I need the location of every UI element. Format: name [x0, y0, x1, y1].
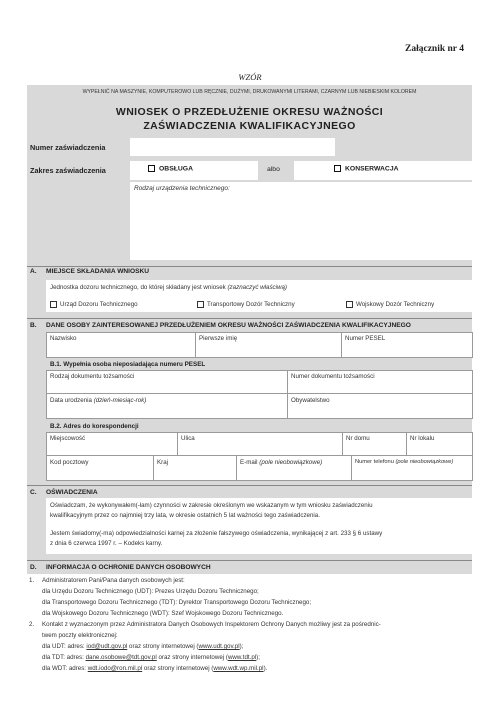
scope-label: Zakres zaświadczenia	[30, 166, 106, 175]
tdt-end: );	[256, 654, 260, 661]
udt-mid: oraz strony internetowej (	[127, 643, 199, 650]
admin-tdt-line: dla Transportowego Dozoru Technicznego (TDT): Dyrektor Transportowego Dozoru Technicznego;	[42, 599, 312, 606]
section-a-title: MIEJSCE SKŁADANIA WNIOSKU	[46, 268, 150, 275]
surname-field[interactable]	[46, 332, 196, 358]
citizenship-field[interactable]	[287, 393, 473, 419]
device-type-field[interactable]	[130, 182, 472, 260]
cert-number-label: Numer zaświadczenia	[30, 143, 106, 152]
section-a-letter: A.	[30, 268, 37, 275]
house-no-field[interactable]	[342, 432, 407, 456]
wdt-website-link[interactable]: www.wdt.wp.mil.pl	[213, 665, 264, 672]
scope-obsluga-option[interactable]	[148, 165, 193, 172]
wdt-prefix: dla WDT: adres:	[42, 665, 88, 672]
statement-1-line1: Oświadczam, że wykonywałem(-łam) czynności w zakresie określonym we wskazanym w tym wniosku zaświadczeniu	[50, 502, 373, 509]
birth-date-note: (dzień-miesiąc-rok)	[93, 397, 147, 404]
flat-no-label: Nr lokalu	[410, 435, 435, 442]
doc-number-field[interactable]	[287, 370, 473, 394]
option-udt[interactable]	[50, 301, 138, 308]
option-wdt-label: Wojskowy Dozór Techniczny	[356, 301, 435, 309]
email-note: (pole nieobowiązkowe)	[259, 459, 323, 466]
tdt-prefix: dla TDT: adres:	[42, 654, 86, 661]
b1-title: B.1. Wypełnia osoba nieposiadająca numeru PESEL	[50, 361, 206, 368]
item-2-number: 2.	[29, 621, 35, 628]
email-text: E-mail	[240, 459, 258, 466]
udt-end: );	[239, 643, 244, 650]
form-title-line1: WNIOSEK O PRZEDŁUŻENIE OKRESU WAŻNOŚCI	[115, 106, 384, 118]
fill-instruction: WYPEŁNIĆ NA MASZYNIE, KOMPUTEROWO LUB RĘCZNIE, DUŻYMI, DRUKOWANYMI LITERAMI, CZARNYM LUB NIEBIESKIM KOLOREM	[82, 89, 417, 95]
tdt-checkbox[interactable]	[197, 301, 204, 308]
divider	[27, 266, 472, 267]
tdt-website-link[interactable]: www.tdt.pl	[227, 654, 257, 661]
udt-email-link[interactable]: iod@udt.gov.pl	[86, 643, 128, 650]
wdt-checkbox[interactable]	[346, 301, 353, 308]
scope-albo: albo	[267, 166, 280, 173]
country-field[interactable]	[153, 455, 237, 481]
doc-number-label: Numer dokumentu tożsamości	[291, 373, 375, 380]
country-label: Kraj	[157, 459, 169, 466]
statement-2-line2: z dnia 6 czerwca 1997 r. – Kodeks karny.	[50, 540, 163, 547]
section-c-title: OŚWIADCZENIA	[46, 489, 98, 496]
divider	[27, 318, 472, 319]
wdt-end: ).	[263, 665, 268, 672]
wdt-email-link[interactable]: wdt.iodo@ron.mil.pl	[87, 665, 143, 672]
surname-label: Nazwisko	[50, 335, 77, 342]
street-field[interactable]	[177, 432, 343, 456]
divider	[27, 485, 472, 486]
form-title-line2: ZAŚWIADCZENIA KWALIFIKACYJNEGO	[143, 120, 356, 132]
konserwacja-checkbox[interactable]	[334, 165, 341, 172]
section-b-title: DANE OSOBY ZAINTERESOWANEJ PRZEDŁUŻENIEM OKRESU WAŻNOŚCI ZAŚWIADCZENIA KWALIFIKACYJNEGO	[46, 322, 411, 329]
statement-2-line1: Jestem świadomy(-ma) odpowiedzialności karnej za złożenie fałszywego oświadczenia, wynikającej z art. 233 § 6 ustawy	[50, 530, 383, 537]
section-b-letter: B.	[30, 322, 37, 329]
admin-udt-line: dla Urzędu Dozoru Technicznego (UDT): Prezes Urzędu Dozoru Technicznego;	[42, 588, 259, 595]
contact-tdt-line	[42, 654, 260, 661]
obsluga-checkbox[interactable]	[148, 165, 155, 172]
birth-date-field[interactable]	[46, 393, 288, 419]
birth-date-label	[47, 394, 287, 407]
b2-title: B.2. Adres do korespondencji	[50, 423, 139, 430]
option-wdt[interactable]	[346, 301, 434, 308]
contact-udt-line	[42, 643, 243, 650]
phone-label	[352, 456, 472, 468]
phone-text: Numer telefonu	[355, 459, 394, 465]
wdt-mid: oraz strony internetowej (	[142, 665, 214, 672]
item-1-number: 1.	[29, 577, 35, 584]
section-c-letter: C.	[30, 489, 37, 496]
annex-label: Załącznik nr 4	[405, 44, 464, 54]
birth-date-text: Data urodzenia	[50, 397, 92, 404]
device-type-label: Rodzaj urządzenia technicznego:	[134, 185, 230, 192]
contact-line: Kontakt z wyznaczonym przez Administratora Danych Osobowych Inspektorem Ochrony Danych możliwy jest za pośrednic-	[42, 621, 381, 628]
phone-note: (pole nieobowiązkowe)	[395, 459, 454, 465]
cert-number-field[interactable]	[130, 138, 335, 156]
house-no-label: Nr domu	[346, 435, 370, 442]
postal-code-label: Kod pocztowy	[50, 459, 89, 466]
scope-obsluga-label: OBSŁUGA	[159, 165, 193, 173]
scope-konserwacja-label: KONSERWACJA	[345, 165, 399, 173]
udt-website-link[interactable]: www.udt.gov.pl	[198, 643, 240, 650]
udt-checkbox[interactable]	[50, 301, 57, 308]
tdt-email-link[interactable]: dane.osobowe@tdt.gov.pl	[85, 654, 157, 661]
street-label: Ulica	[181, 435, 195, 442]
option-tdt[interactable]	[197, 301, 295, 308]
admin-wdt-line: dla Wojskowego Dozoru Technicznego (WDT): Szef Wojskowego Dozoru Technicznego.	[42, 610, 284, 617]
contact-line-cont: twem poczty elektronicznej:	[42, 632, 118, 639]
pesel-label: Numer PESEL	[345, 335, 386, 342]
option-udt-label: Urząd Dozoru Technicznego	[60, 301, 138, 309]
first-name-label: Pierwsze imię	[199, 335, 238, 342]
city-label: Miejscowość	[50, 435, 86, 442]
doc-type-label: Rodzaj dokumentu tożsamości	[50, 373, 135, 380]
section-a-intro-text: Jednostka dozoru technicznego, do której składany jest wniosek	[50, 284, 226, 291]
tdt-mid: oraz strony internetowej (	[156, 654, 228, 661]
statement-1-line2: kwalifikacyjnym przez co najmniej trzy lata, w okresie ostatnich 5 lat ważności tego zaświadczenia.	[50, 512, 320, 519]
template-label: WZÓR	[238, 72, 262, 82]
section-d-title: INFORMACJA O OCHRONIE DANYCH OSOBOWYCH	[46, 564, 211, 571]
doc-type-field[interactable]	[46, 370, 288, 394]
first-name-field[interactable]	[195, 332, 342, 358]
section-a-intro-note: (zaznaczyć właściwą)	[227, 284, 287, 291]
email-label	[237, 456, 351, 469]
udt-prefix: dla UDT: adres:	[42, 643, 87, 650]
section-a-intro	[50, 284, 287, 291]
city-field[interactable]	[46, 432, 178, 456]
phone-field[interactable]	[351, 455, 473, 481]
flat-no-field[interactable]	[406, 432, 473, 456]
contact-wdt-line	[42, 665, 267, 672]
section-d-letter: D.	[30, 564, 37, 571]
email-field[interactable]	[236, 455, 352, 481]
scope-konserwacja-option[interactable]	[334, 165, 399, 172]
citizenship-label: Obywatelstwo	[291, 397, 330, 404]
postal-code-field[interactable]	[46, 455, 154, 481]
divider	[27, 560, 472, 561]
pesel-field[interactable]	[341, 332, 473, 358]
option-tdt-label: Transportowy Dozór Techniczny	[207, 301, 295, 309]
admin-line: Administratorem Pani/Pana danych osobowych jest:	[42, 577, 185, 584]
